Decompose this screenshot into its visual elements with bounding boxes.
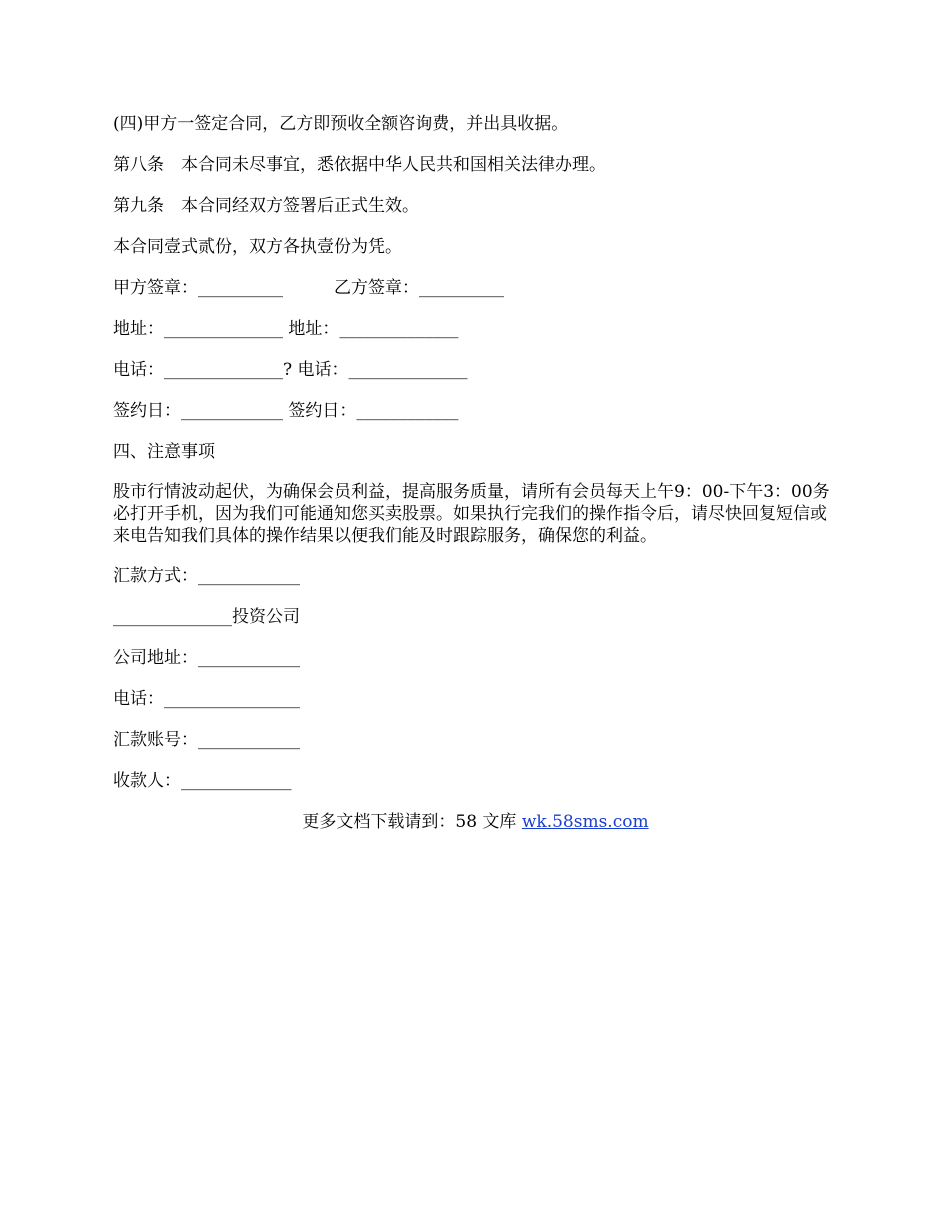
company-address-line: 公司地址：____________ bbox=[113, 648, 300, 668]
signature-line: 甲方签章：__________ 乙方签章：__________ bbox=[113, 278, 504, 298]
footer-link[interactable]: wk.58sms.com bbox=[521, 812, 649, 832]
remittance-method-line: 汇款方式：____________ bbox=[113, 566, 300, 586]
section-heading-notes: 四、注意事项 bbox=[113, 442, 215, 462]
article-9: 第九条 本合同经双方签署后正式生效。 bbox=[113, 196, 419, 216]
document-page bbox=[113, 112, 838, 834]
footer-prefix: 更多文档下载请到：58 文库 bbox=[302, 812, 522, 832]
article-8: 第八条 本合同未尽事宜，悉依据中华人民共和国相关法律办理。 bbox=[113, 155, 606, 175]
company-phone-line: 电话：________________ bbox=[113, 689, 300, 709]
investment-company-line: ______________投资公司 bbox=[113, 607, 300, 627]
footer bbox=[113, 810, 838, 834]
clause-4-payment: (四)甲方一签定合同，乙方即预收全额咨询费，并出具收据。 bbox=[113, 114, 569, 134]
notice-paragraph: 股市行情波动起伏，为确保会员利益，提高服务质量，请所有会员每天上午9：00-下午3：00务必打开手机，因为我们可能通知您买卖股票。如果执行完我们的操作指令后，请尽快回复短信或来电告知我们具体的操作结果以便我们能及时跟踪服务，确保您的利益。 bbox=[113, 482, 830, 546]
address-line: 地址：______________ 地址：______________ bbox=[113, 319, 459, 339]
payee-line: 收款人：_____________ bbox=[113, 771, 292, 791]
remittance-account-line: 汇款账号：____________ bbox=[113, 730, 300, 750]
copies-statement: 本合同壹式贰份，双方各执壹份为凭。 bbox=[113, 237, 402, 257]
sign-date-line: 签约日：____________ 签约日：____________ bbox=[113, 401, 459, 421]
phone-line: 电话：______________? 电话：______________ bbox=[113, 360, 468, 380]
